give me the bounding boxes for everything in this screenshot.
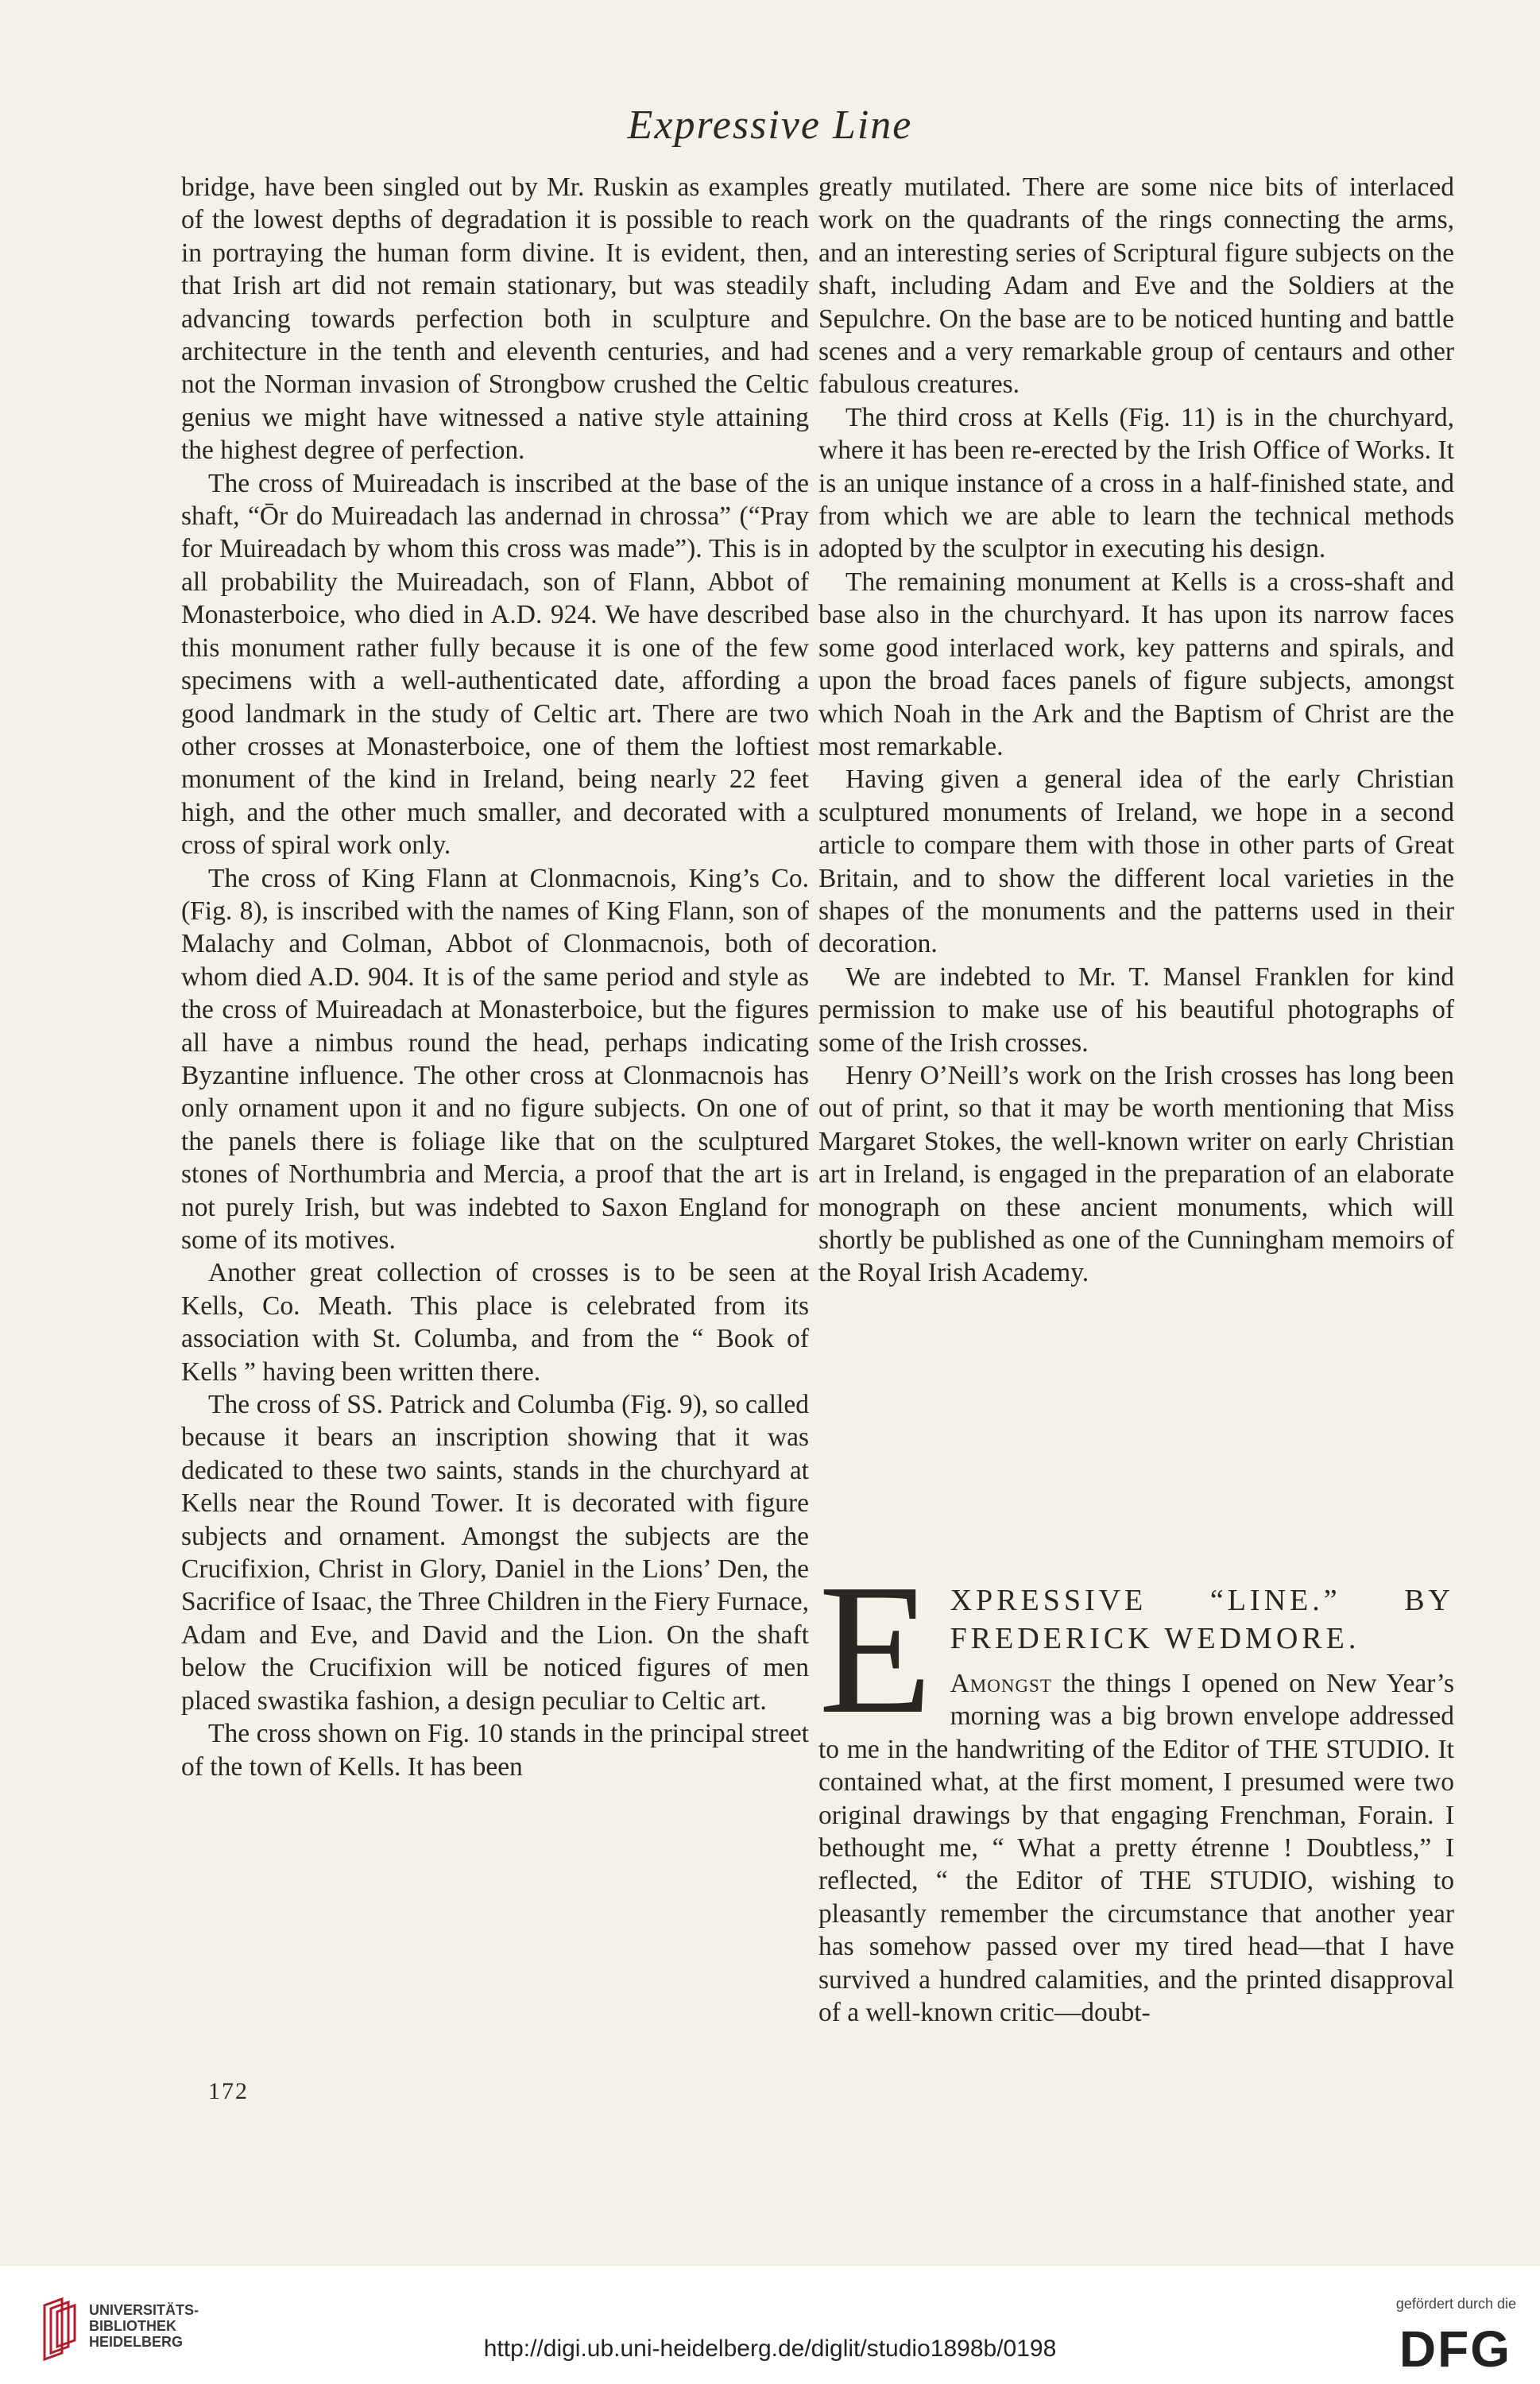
article-title: XPRESSIVE “LINE.” BY FREDERICK WEDMORE. [950,1584,1454,1655]
logo-line: BIBLIOTHEK [89,2318,176,2334]
paragraph: The cross shown on Fig. 10 stands in the principal street of the town of Kells. It has been [181,1719,809,1782]
paragraph: The remaining monument at Kells is a cross-shaft and base also in the churchyard. It has upon its narrow faces some good interlaced work, key patterns and spirals, and upon the broad faces panels of figure subjects, amongst which Noah in the Ark and the Baptism of Christ are the most remarkable. [818,567,1454,761]
paragraph: We are indebted to Mr. T. Mansel Franklen for kind permission to make use of his beautiful photographs of some of the Irish crosses. [818,962,1454,1058]
paragraph: bridge, have been singled out by Mr. Ruskin as examples of the lowest depths of degradation it is possible to reach in portraying the human form divine. It is evident, then, that Irish art did not remain stationary, but was steadily advancing towards perfection both in sculpture and architecture in the tenth and eleventh centuries, and had not the Norman invasion of Strongbow crushed the Celtic genius we might have witnessed a native style attaining the highest degree of perfection. [181,172,809,466]
lead-smallcaps: Amongst [950,1669,1052,1698]
article-block [818,1546,1454,2029]
permalink-url[interactable]: http://digi.ub.uni-heidelberg.de/diglit/studio1898b/0198 [483,2336,1057,2362]
digitization-footer [0,2265,1540,2384]
logo-line: HEIDELBERG [89,2334,184,2350]
left-column [181,171,809,1783]
article-body-text: the things I opened on New Year’s morning was a big brown envelope addressed to me in the handwriting of the Editor of THE STUDIO. It contained what, at the first moment, I presumed were two original drawings by that engaging Frenchman, Forain. I bethought me, “ What a pretty étrenne ! Doubtless,” I reflected, “ the Editor of THE STUDIO, wishing to pleasantly remember the circumstance that another year has somehow passed over my tired head—that I have survived a hundred calamities, and the printed disapproval of a well-known critic—doubt- [818,1669,1454,2028]
logo-line: UNIVERSITÄTS- [89,2302,199,2318]
paragraph: Henry O’Neill’s work on the Irish crosses has long been out of print, so that it may be worth mentioning that Miss Margaret Stokes, the well-known writer on early Christian art in Ireland, is engaged in the preparation of an elaborate monograph on these ancient monuments, which will shortly be published as one of the Cunningham memoirs of the Royal Irish Academy. [818,1060,1454,1288]
paragraph: The cross of SS. Patrick and Columba (Fig. 9), so called because it bears an inscription showing that it was dedicated to these two saints, stands in the churchyard at Kells near the Round Tower. It is decorated with figure subjects and ornament. Amongst the subjects are the Crucifixion, Christ in Glory, Daniel in the Lions’ Den, the Sacrifice of Isaac, the Three Children in the Fiery Furnace, Adam and Eve, and David and the Lion. On the shaft below the Crucifixion will be noticed figures of men placed swastika fashion, a design peculiar to Celtic art. [181,1390,809,1716]
paragraph: The cross of Muireadach is inscribed at the base of the shaft, “Ōr do Muireadach las andernad in chrossa” (“Pray for Muireadach by whom this cross was made”). This is in all probability the Muireadach, son of Flann, Abbot of Monasterboice, who died in A.D. 924. We have described this monument rather fully because it is one of the few specimens with a well-authenticated date, affording a good landmark in the study of Celtic art. There are two other crosses at Monasterboice, one of them the loftiest monument of the kind in Ireland, being nearly 22 feet high, and the other much smaller, and decorated with a cross of spiral work only. [181,468,809,861]
page-number: 172 [208,2078,249,2104]
funded-by-label: gefördert durch die [1395,2296,1516,2312]
paragraph: greatly mutilated. There are some nice bits of interlaced work on the quadrants of the rings connecting the arms, and an interesting series of Scriptural figure subjects on the shaft, including Adam and Eve and the Soldiers at the Sepulchre. On the base are to be noticed hunting and battle scenes and a very remarkable group of centaurs and other fabulous creatures. [818,172,1454,400]
paragraph: The cross of King Flann at Clonmacnois, King’s Co. (Fig. 8), is inscribed with the names of King Flann, son of Malachy and Colman, Abbot of Clonmacnois, both of whom died A.D. 904. It is of the same period and style as the cross of Muireadach at Monasterboice, but the figures all have a nimbus round the head, perhaps indicating Byzantine influence. The other cross at Clonmacnois has only ornament upon it and no figure subjects. On one of the panels there is foliage like that on the sculptured stones of Northumbria and Mercia, a proof that the art is not purely Irish, but was indebted to Saxon England for some of its motives. [181,863,809,1255]
running-header: Expressive Line [627,103,913,148]
paragraph: The third cross at Kells (Fig. 11) is in the churchyard, where it has been re-erected by the Irish Office of Works. It is an unique instance of a cross in a half-finished state, and from which we are able to learn the technical methods adopted by the sculptor in executing his design. [818,402,1454,564]
paragraph: Another great collection of crosses is to be seen at Kells, Co. Meath. This place is celebrated from its association with St. Columba, and from the “ Book of Kells ” having been written there. [181,1258,809,1387]
dfg-logo: DFG [1399,2320,1511,2378]
drop-cap: E [818,1546,933,1752]
paragraph: Having given a general idea of the early Christian sculptured monuments of Ireland, we hope in a second article to compare them with those in other parts of Great Britain, and to show the different local varieties in the shapes of the monuments and the patterns used in their decoration. [818,764,1454,959]
right-column [818,171,1454,1290]
